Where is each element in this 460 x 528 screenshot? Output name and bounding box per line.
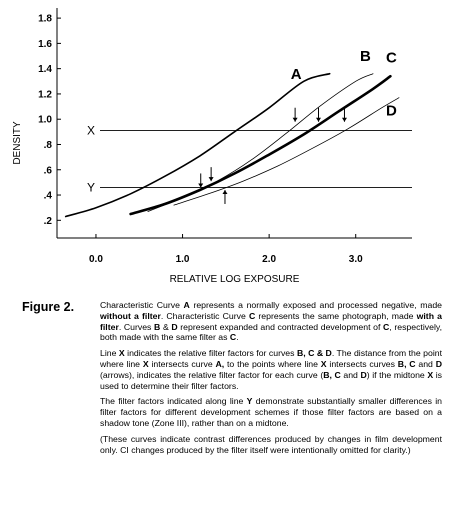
- caption-bold-run: without a filter: [100, 310, 161, 321]
- y-tick-label: 1.6: [38, 38, 52, 50]
- caption-text-run: indicates the relative filter factors for curves: [124, 348, 297, 359]
- curve-label-b: B: [360, 48, 371, 66]
- y-tick-label: 1.2: [38, 89, 52, 101]
- curves: [66, 74, 399, 217]
- curve-b: [148, 74, 373, 212]
- caption-bold-run: with a filter: [100, 310, 442, 332]
- reference-line-label: X: [86, 123, 95, 138]
- y-tick-label: 1.4: [38, 64, 52, 76]
- caption-text-run: and: [415, 358, 436, 369]
- curve-label-a: A: [290, 65, 302, 83]
- caption-paragraph-3: [100, 396, 442, 428]
- caption-bold-run: B, C: [397, 358, 416, 369]
- y-tick-label: .6: [43, 165, 52, 177]
- caption-text-run: intersects curves: [326, 358, 398, 369]
- filter-factor-arrow: [198, 173, 203, 187]
- x-tick-label: 0.0: [89, 254, 103, 265]
- caption-bold-run: B, C & D: [296, 348, 332, 359]
- caption-bold-run: A,: [215, 358, 225, 369]
- filter-factor-arrow: [222, 190, 227, 204]
- caption-text-run: The filter factors indicated along line: [100, 396, 247, 407]
- caption-text-run: to the points where line: [224, 358, 321, 369]
- arrow-head: [342, 118, 347, 122]
- caption-bold-run: C: [229, 332, 237, 343]
- caption-bold-run: X: [142, 358, 149, 369]
- filter-factor-arrow: [209, 167, 214, 181]
- caption-text-run: represents the same photograph, made: [255, 310, 417, 321]
- x-tick-label: 2.0: [262, 254, 277, 265]
- caption-bold-run: X: [427, 369, 434, 380]
- caption-text-run: Characteristic Curve: [100, 300, 184, 310]
- caption-bold-run: D: [435, 358, 442, 369]
- filter-factor-arrow: [316, 108, 321, 122]
- y-tick-label: .4: [43, 190, 52, 202]
- caption-text-run: (arrows), indicates the relative filter factor for each curve (: [100, 369, 324, 380]
- caption-bold-run: D: [171, 321, 178, 332]
- arrow-head: [209, 177, 214, 181]
- curve-label-d: D: [386, 102, 397, 120]
- caption-text-run: . Characteristic Curve: [160, 310, 249, 321]
- x-tick-label: 3.0: [348, 254, 363, 265]
- caption-text-run: demonstrate substantially smaller differences in filter factors for different development schemes if those filter factors are based on a shadow tone (Zone III), rather than on a midtone.: [100, 396, 442, 428]
- caption-bold-run: C: [248, 310, 256, 321]
- curve-c: [131, 76, 391, 214]
- arrow-head: [222, 190, 227, 194]
- caption-paragraph-1: [100, 300, 442, 343]
- y-tick-label: .8: [43, 139, 52, 151]
- caption-text-run: represent expanded and contracted development of: [177, 321, 384, 332]
- caption-text-run: represents a normally exposed and processed negative, made: [189, 300, 442, 310]
- figure-label: Figure 2.: [22, 300, 75, 314]
- reference-line-label: Y: [86, 180, 95, 195]
- caption-text-run: is used to determine their filter factors.: [100, 369, 443, 391]
- caption-text-run: . Curves: [118, 321, 155, 332]
- caption-text-run: . The distance from the point where line: [100, 348, 442, 369]
- caption-paragraph-2: [100, 348, 442, 391]
- arrow-head: [293, 118, 298, 122]
- x-tick-label: 1.0: [175, 254, 190, 265]
- curve-a: [66, 74, 330, 217]
- caption-bold-run: D: [360, 369, 367, 380]
- curve-label-c: C: [386, 49, 397, 67]
- caption-text-run: &: [160, 321, 172, 332]
- figure-caption: [22, 300, 442, 460]
- reference-lines: [87, 124, 412, 195]
- caption-text-run: intersects curve: [148, 358, 216, 369]
- caption-bold-run: B: [154, 321, 161, 332]
- y-axis-title: DENSITY: [12, 121, 23, 165]
- caption-text-run: , respectively, both made with the same filter as: [100, 321, 442, 343]
- caption-bold-run: X: [320, 358, 327, 369]
- y-tick-label: .2: [43, 215, 52, 227]
- caption-text-run: ) if the midtone: [366, 369, 428, 380]
- caption-bold-run: X: [118, 348, 125, 359]
- caption-bold-run: C: [383, 321, 390, 332]
- caption-text-run: .: [236, 332, 239, 343]
- caption-bold-run: B, C: [323, 369, 341, 380]
- caption-text-run: Line: [100, 348, 119, 359]
- filter-factor-arrow: [293, 108, 298, 122]
- caption-paragraph-4: [100, 434, 442, 456]
- arrow-head: [316, 118, 321, 122]
- caption-bold-run: Y: [246, 396, 253, 407]
- y-tick-label: 1.0: [38, 114, 52, 126]
- chart-axes: [12, 8, 412, 285]
- arrow-head: [198, 183, 203, 187]
- caption-text-run: and: [340, 369, 361, 380]
- y-tick-label: 1.8: [38, 13, 52, 25]
- caption-text-run: (These curves indicate contrast differences produced by changes in film development only. CI changes produced by the filter itself were intentionally omitted for clarity.): [100, 433, 442, 455]
- caption-bold-run: A: [183, 300, 190, 310]
- x-axis-title: RELATIVE LOG EXPOSURE: [169, 274, 300, 285]
